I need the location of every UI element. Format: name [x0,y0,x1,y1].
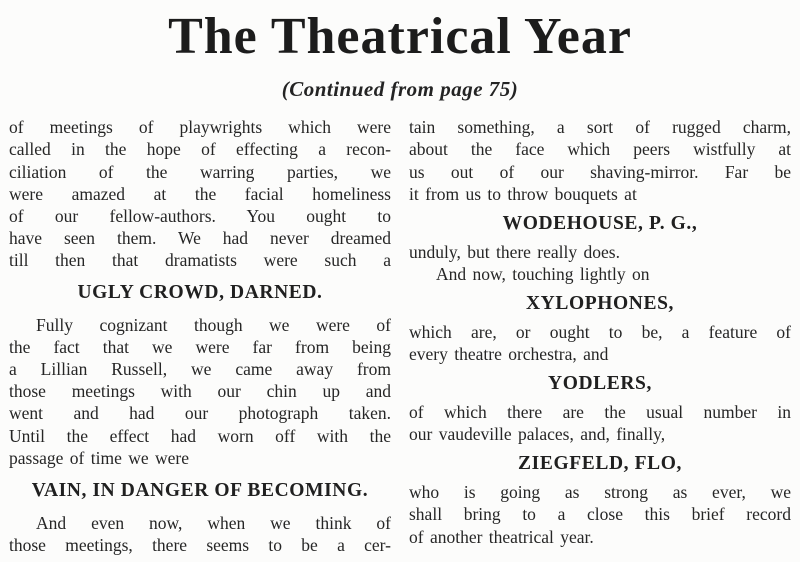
text-line: ciliation of the warring parties, we [9,161,391,182]
paragraph-closing-record [409,481,791,547]
paragraph-vaudeville-palaces [409,401,791,445]
paragraph-theatre-orchestra [409,321,791,365]
text-line: of our fellow-authors. You ought to [9,205,391,226]
text-line: who is going as strong as ever, we [409,482,791,503]
continued-from-note: (Continued from page 75) [281,77,519,102]
text-line: our vaudeville palaces, and, finally, [409,424,666,445]
text-line: tain something, a sort of rugged charm, [409,117,791,138]
text-line: every theatre orchestra, and [409,344,609,365]
text-line: which are, or ought to be, a feature of [409,321,791,342]
article-body [0,116,800,556]
text-line: of which there are the usual number in [409,402,791,423]
text-line: of another theatrical year. [409,526,594,547]
text-line: passage of time we were [9,447,190,468]
subheading-xylophones: XYLOPHONES, [526,292,674,314]
subheading-ugly-crowd: UGLY CROWD, DARNED. [77,282,323,304]
text-line: went and had our photograph taken. [9,403,391,424]
text-line: us out of our shaving-mirror. Far be [409,161,791,182]
paragraph-unduly [409,241,791,263]
text-line: And now, touching lightly on [436,263,650,284]
text-line: the fact that we were far from being [9,337,391,358]
paragraph-rugged-charm [409,116,791,204]
paragraph-and-now-touching [409,263,791,285]
text-line: about the face which peers wistfully at [409,139,791,160]
text-line: shall bring to a close this brief record [409,504,791,525]
text-line: unduly, but there really does. [409,241,620,262]
text-line: a Lillian Russell, we came away from [9,359,391,380]
text-line: And even now, when we think of [36,512,391,533]
article-title: The Theatrical Year [168,8,632,65]
text-line: Until the effect had worn off with the [9,425,391,446]
text-line: have seen them. We had never dreamed [9,227,391,248]
right-column [409,116,791,556]
paragraph-playwright-meetings [9,116,391,271]
text-line: those meetings, there seems to be a cer- [9,534,391,555]
subheading-vain: VAIN, IN DANGER OF BECOMING. [31,479,369,501]
subheading-yodlers: YODLERS, [548,373,652,395]
subheading-ziegfeld: ZIEGFELD, FLO, [518,453,682,475]
text-line: those meetings with our chin up and [9,381,391,402]
text-line: it from us to throw bouquets at [409,183,637,204]
text-line: till then that dramatists were such a [9,249,391,270]
text-line: of meetings of playwrights which were [9,117,391,138]
subheading-wodehouse: WODEHOUSE, P. G., [502,212,698,234]
text-line: Fully cognizant though we were of [36,315,391,336]
paragraph-fully-cognizant [9,314,391,469]
text-line: were amazed at the facial homeliness [9,183,391,204]
paragraph-and-even-now [9,512,391,556]
left-column [9,116,391,556]
text-line: called in the hope of effecting a recon- [9,139,391,160]
